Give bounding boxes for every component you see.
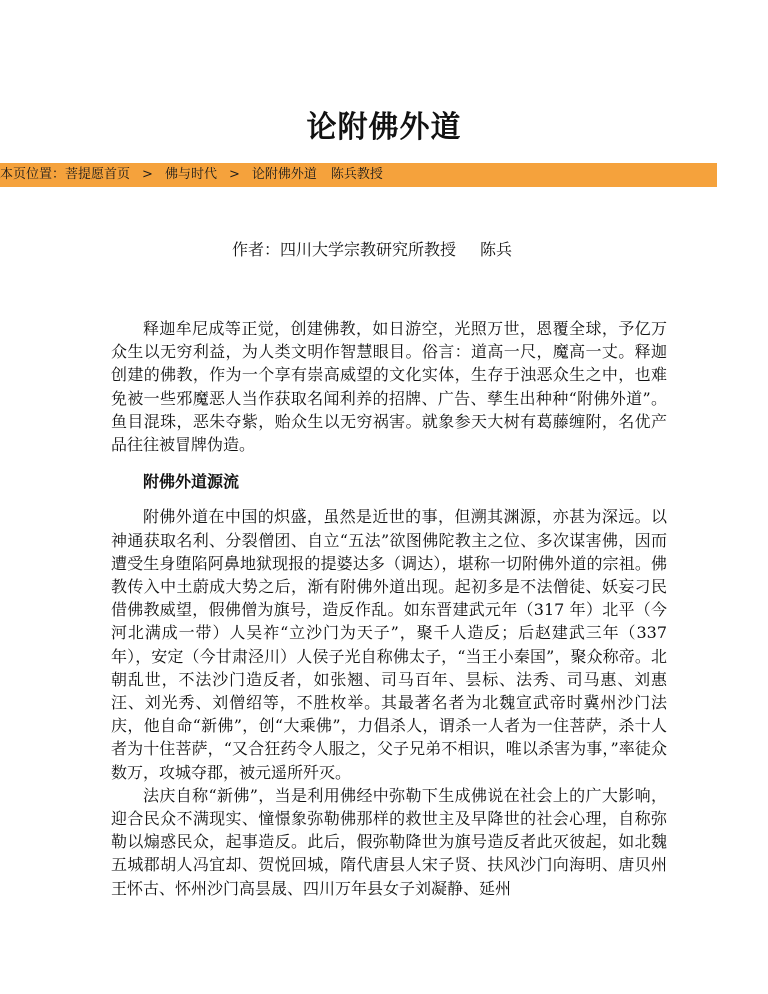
- breadcrumb-prefix: 本页位置：: [0, 167, 66, 182]
- breadcrumb-separator: >: [142, 167, 153, 182]
- article-body: [111, 317, 667, 900]
- author-label: 作者：四川大学宗教研究所教授: [232, 240, 457, 259]
- breadcrumb-separator: >: [228, 167, 240, 182]
- breadcrumb: [0, 163, 717, 187]
- section-paragraph: 附佛外道在中国的炽盛，虽然是近世的事，但溯其渊源，亦甚为深远。以神通获取名利、分裂僧团、自立“五法”欲图佛陀教主之位、多次谋害佛，因而遭受生身堕陷阿鼻地狱现报的提婆达多（调达），堪称一切附佛外道的宗祖。佛教传入中土蔚成大势之后，渐有附佛外道出现。起初多是不法僧徒、妖妄刁民借佛教威望，假佛僧为旗号，造反作乱。如东晋建武元年（317 年）北平（今河北满成一带）人吴祚“立沙门为天子”，聚千人造反；后赵建武三年（337 年），安定（今甘肃泾川）人侯子光自称佛太子，“当王小秦国”，聚众称帝。北朝乱世，不法沙门造反者，如张翘、司马百年、昙标、法秀、司马惠、刘惠汪、刘光秀、刘僧绍等，不胜枚举。其最著名者为北魏宣武帝时冀州沙门法庆，他自命“新佛”，创“大乘佛”，力倡杀人，谓杀一人者为一住菩萨，杀十人者为十住菩萨，“又合狂药令人服之，父子兄弟不相识，唯以杀害为事，”率徒众数万，攻城夺郡，被元遥所歼灭。: [111, 507, 667, 782]
- section-heading: 附佛外道源流: [143, 472, 240, 492]
- intro-paragraph: 释迦牟尼成等正觉，创建佛教，如日游空，光照万世，恩覆全球，予亿万众生以无穷利益，为人类文明作智慧眼目。俗言：道高一尺，魔高一丈。释迦创建的佛教，作为一个享有崇高威望的文化实体，生存于浊恶众生之中，也难免被一些邪魔恶人当作获取名闻利养的招牌、广告、孳生出种种“附佛外道”。鱼目混珠，恶朱夺紫，贻众生以无穷祸害。就象参天大树有葛藤缠附，名优产品往往被冒牌伪造。: [111, 319, 667, 455]
- breadcrumb-author: 陈兵教授: [330, 167, 383, 182]
- breadcrumb-link-current[interactable]: 论附佛外道: [251, 167, 317, 182]
- author-line: [232, 237, 512, 260]
- author-name: 陈兵: [480, 240, 513, 259]
- breadcrumb-link-buddha-era[interactable]: 佛与时代: [164, 167, 217, 182]
- section-paragraph: 法庆自称“新佛”，当是利用佛经中弥勒下生成佛说在社会上的广大影响，迎合民众不满现实、憧憬象弥勒佛那样的救世主及早降世的社会心理，自称弥勒以煽惑民众，起事造反。此后，假弥勒降世为旗号造反者此灭彼起，如北魏五城郡胡人冯宜却、贺悦回城，隋代唐县人宋子贤、扶风沙门向海明、唐贝州王怀古、怀州沙门高昙晟、四川万年县女子刘凝静、延州: [111, 785, 667, 898]
- breadcrumb-link-home[interactable]: 菩提愿首页: [65, 167, 131, 182]
- page-title: 论附佛外道: [306, 110, 462, 145]
